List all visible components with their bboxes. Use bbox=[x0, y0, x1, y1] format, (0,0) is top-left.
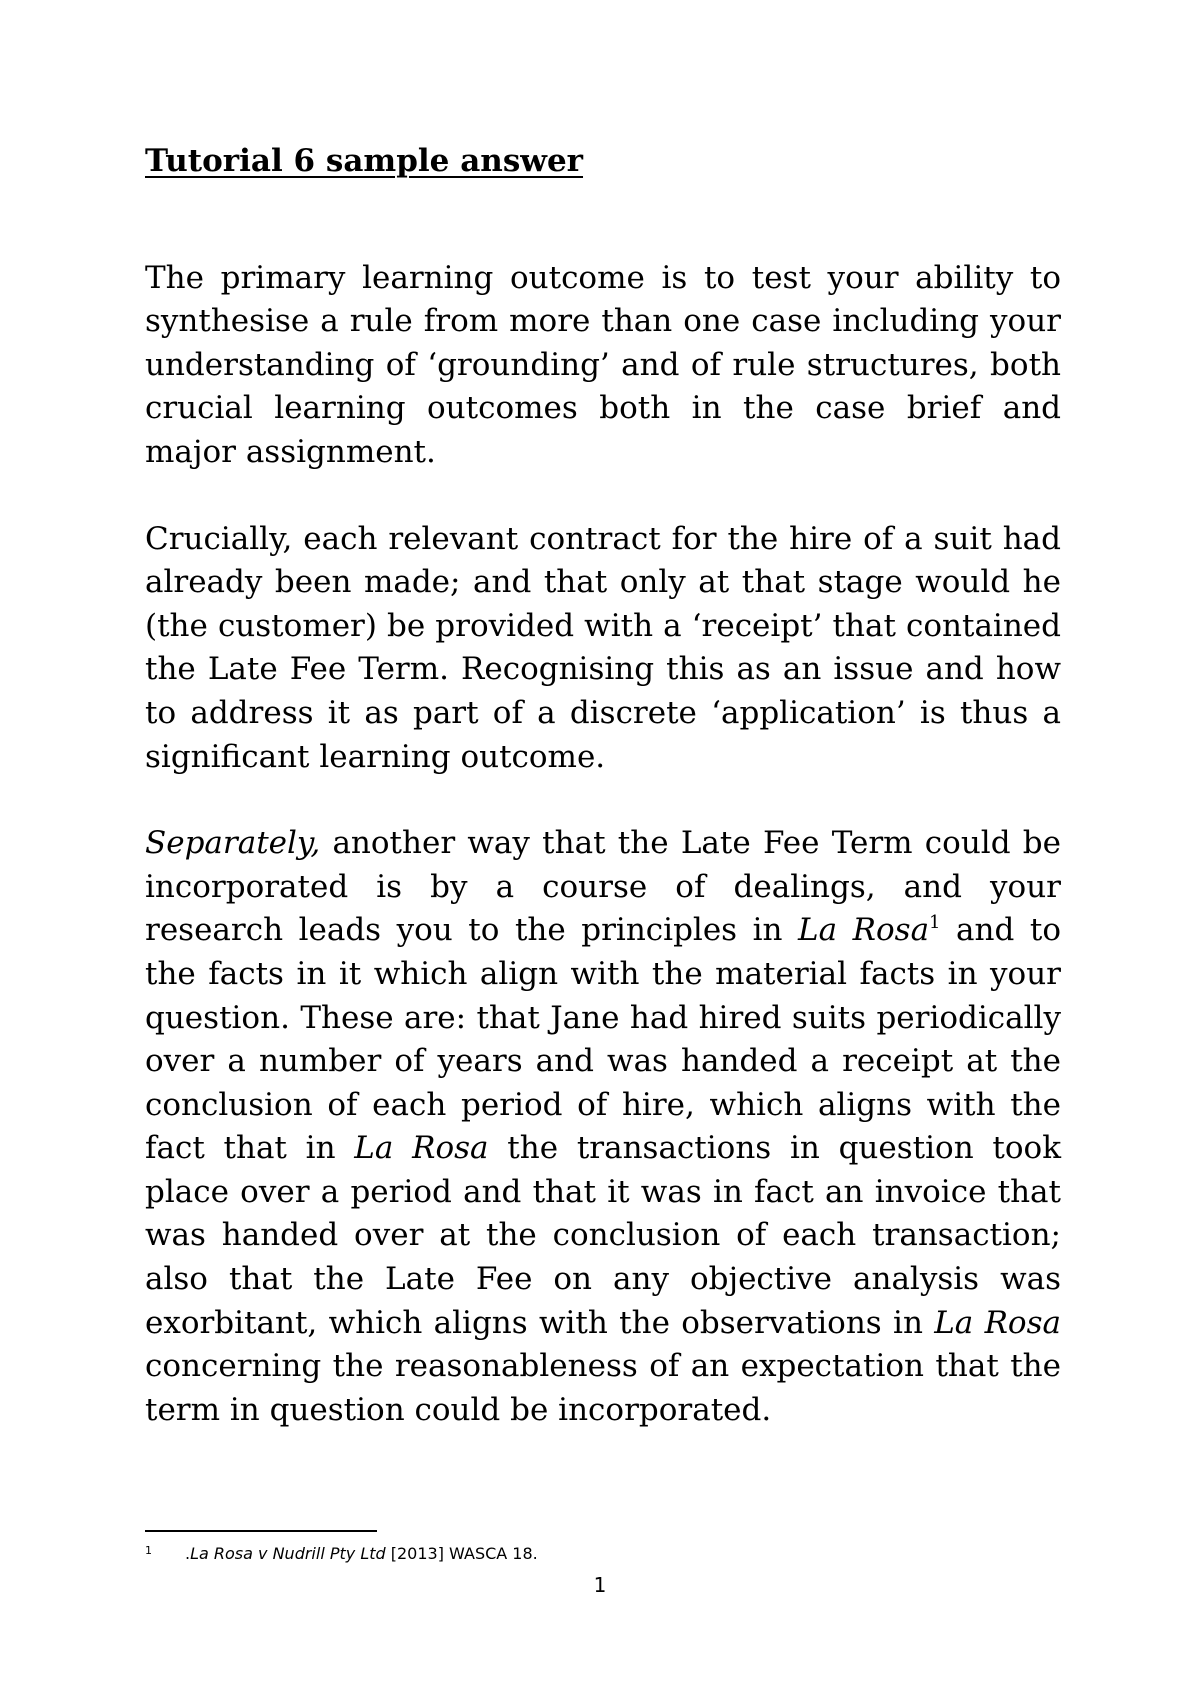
paragraph-course-of-dealings bbox=[145, 822, 1061, 1432]
footnote-separator bbox=[145, 1530, 377, 1532]
footnote-number: 1 bbox=[145, 1544, 152, 1557]
paragraph-text-segment: concerning the reasonableness of an expectation that the term in question could be incorporated. bbox=[145, 1348, 1061, 1428]
footnote-case-name: La Rosa v Nudrill Pty Ltd bbox=[190, 1544, 386, 1563]
document-body bbox=[145, 140, 1061, 1475]
case-reference: La Rosa bbox=[934, 1304, 1061, 1341]
paragraph-text-segment: and to the facts in it which align with the material facts in your question. These are: that Jane had hired suits periodically over a number of years and was handed a receipt at the conclusion of each period of hire, which aligns with the fact that in bbox=[145, 912, 1061, 1167]
paragraph-text-segment: the transactions in question took place over a period and that it was in fact an invoice that was handed over at the conclusion of each transaction; also that the Late Fee on any objective analysis was exorbitant, which aligns with the observations in bbox=[145, 1130, 1061, 1341]
paragraph-contract-timing: Crucially, each relevant contract for the hire of a suit had already been made; and that only at that stage would he (the customer) be provided with a ‘receipt’ that contained the Late Fee Term. Recognising this as an issue and how to address it as part of a discrete ‘application’ is thus a significant learning outcome. bbox=[145, 520, 1061, 775]
footnote bbox=[145, 1540, 1045, 1565]
case-reference: La Rosa bbox=[354, 1130, 489, 1167]
footnote-marker[interactable]: 1 bbox=[929, 912, 941, 934]
lead-italic-word: Separately, bbox=[145, 825, 321, 862]
footnote-prefix: . bbox=[185, 1544, 191, 1563]
page-number: 1 bbox=[593, 1573, 607, 1597]
document-title: Tutorial 6 sample answer bbox=[145, 143, 584, 179]
paragraph-text-segment: another way that the Late Fee Term could be incorporated is by a course of dealings, and your research leads you to the principles in bbox=[145, 825, 1061, 949]
footnote-citation: [2013] WASCA 18. bbox=[385, 1544, 538, 1563]
paragraph-learning-outcome: The primary learning outcome is to test your ability to synthesise a rule from more than one case including your understanding of ‘grounding’ and of rule structures, both crucial learning outcomes both in the case brief and major assignment. bbox=[145, 259, 1061, 470]
case-reference: La Rosa bbox=[798, 912, 930, 949]
